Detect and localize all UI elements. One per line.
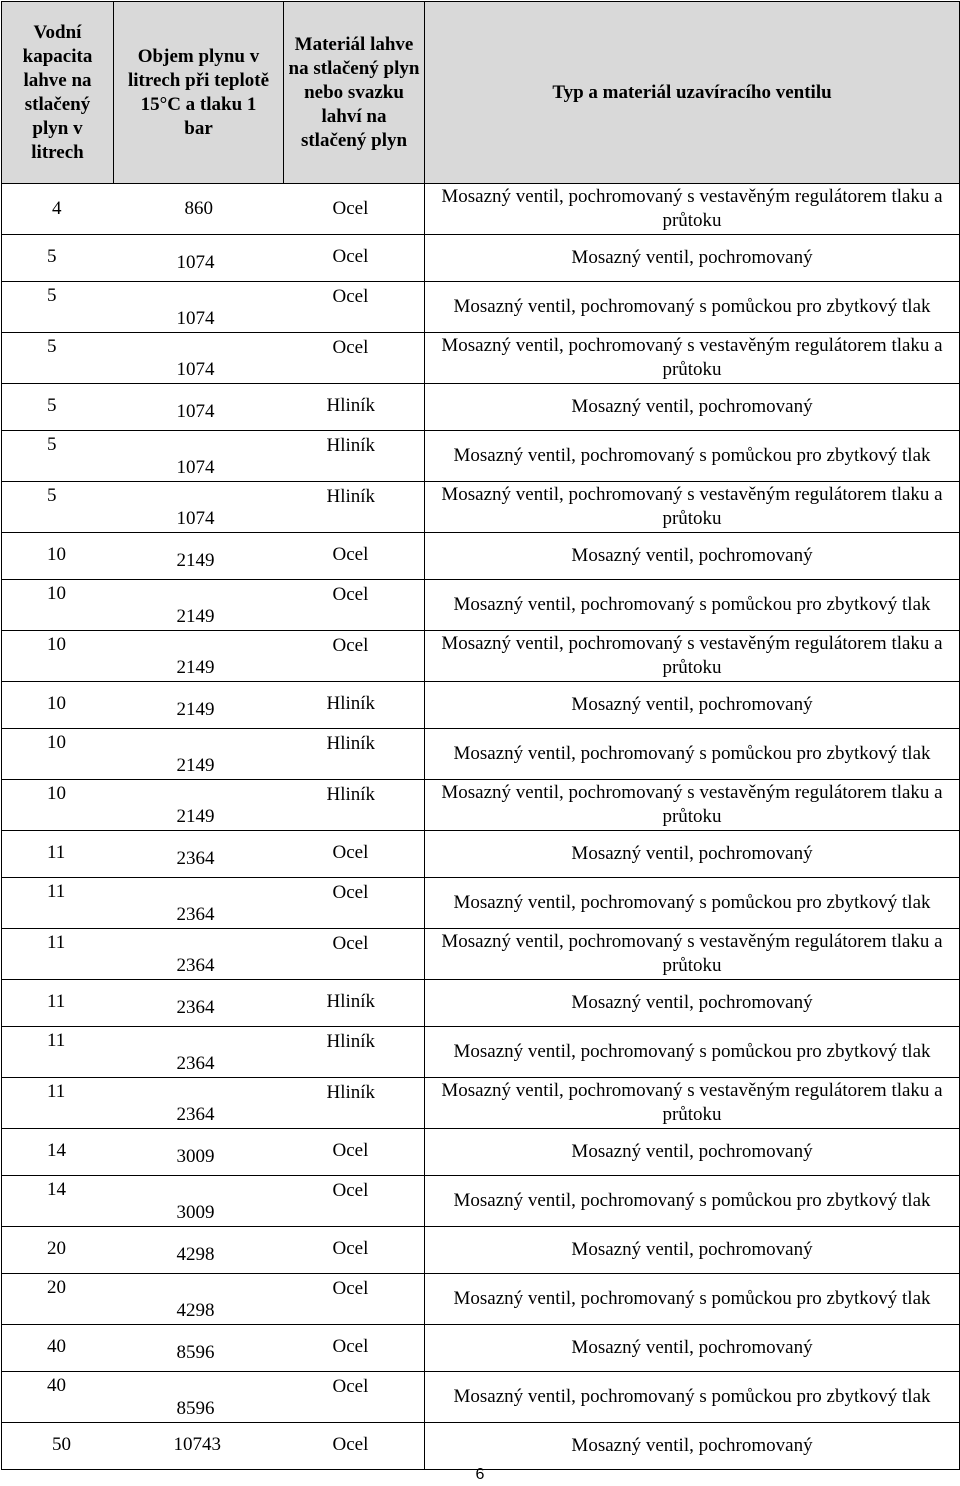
valve-type-text: Mosazný ventil, pochromovaný <box>571 992 813 1013</box>
material-cell <box>284 384 425 431</box>
table-row <box>2 1274 960 1325</box>
material-cell-text: Hliník <box>326 1031 376 1052</box>
gas-volume-cell <box>114 580 284 631</box>
gas-volume-cell-text: 2364 <box>176 1104 215 1125</box>
capacity-cell-text: 5 <box>47 285 57 306</box>
valve-type-text: Mosazný ventil, pochromovaný s pomůckou pro zbytkový tlak <box>453 594 931 615</box>
valve-type-text: Mosazný ventil, pochromovaný s pomůckou pro zbytkový tlak <box>453 1190 931 1211</box>
gas-volume-cell <box>114 282 284 333</box>
capacity-cell <box>2 1274 114 1325</box>
capacity-cell-text: 5 <box>47 485 57 506</box>
material-cell <box>284 631 425 682</box>
material-cell <box>284 282 425 333</box>
valve-type-text: Mosazný ventil, pochromovaný <box>571 1435 813 1456</box>
material-cell <box>284 533 425 580</box>
material-cell-text: Ocel <box>332 1180 369 1201</box>
gas-volume-cell <box>114 1176 284 1227</box>
valve-type-text: Mosazný ventil, pochromovaný s pomůckou pro zbytkový tlak <box>453 296 931 317</box>
valve-type-cell <box>425 1027 960 1078</box>
capacity-cell <box>2 482 114 533</box>
gas-volume-cell-text: 1074 <box>176 308 215 329</box>
capacity-cell <box>2 729 114 780</box>
material-cell-text: Hliník <box>326 693 376 714</box>
valve-type-text: Mosazný ventil, pochromovaný <box>571 1141 813 1162</box>
gas-volume-cell-text: 2149 <box>176 755 215 776</box>
capacity-cell <box>2 631 114 682</box>
valve-type-cell <box>425 1129 960 1176</box>
valve-type-cell <box>425 1227 960 1274</box>
capacity-cell <box>2 333 114 384</box>
gas-volume-cell <box>114 1027 284 1078</box>
gas-volume-cell-text: 1074 <box>176 359 215 380</box>
table-row <box>2 1027 960 1078</box>
material-cell-text: Ocel <box>332 584 369 605</box>
valve-type-cell <box>425 929 960 980</box>
gas-volume-cell-text: 2364 <box>176 904 215 925</box>
valve-type-cell <box>425 1423 960 1470</box>
page-number: 6 <box>475 1466 485 1483</box>
table-row <box>2 482 960 533</box>
capacity-cell <box>2 1227 114 1274</box>
valve-type-cell <box>425 780 960 831</box>
material-cell-text: Ocel <box>332 1238 369 1259</box>
valve-type-cell <box>425 729 960 780</box>
gas-volume-cell <box>114 682 284 729</box>
gas-volume-cell-text: 10743 <box>173 1434 221 1455</box>
valve-type-cell <box>425 1078 960 1129</box>
material-cell-text: Ocel <box>332 286 369 307</box>
header-valve-type: Typ a materiál uzavíracího ventilu <box>425 2 960 184</box>
gas-volume-cell-text: 2149 <box>176 550 215 571</box>
valve-type-text: Mosazný ventil, pochromovaný <box>571 694 813 715</box>
header-material: Materiál lahve na stlačený plyn nebo svazku lahví na stlačený plyn <box>284 2 425 184</box>
material-cell-text: Ocel <box>332 882 369 903</box>
valve-type-text: Mosazný ventil, pochromovaný s pomůckou pro zbytkový tlak <box>453 445 931 466</box>
capacity-cell <box>2 1423 114 1470</box>
gas-volume-cell <box>114 831 284 878</box>
capacity-cell <box>2 831 114 878</box>
gas-volume-cell-text: 2364 <box>176 997 215 1018</box>
gas-volume-cell <box>114 729 284 780</box>
gas-volume-cell <box>114 235 284 282</box>
capacity-cell-text: 14 <box>47 1179 66 1200</box>
gas-volume-cell <box>114 1129 284 1176</box>
table-row <box>2 1176 960 1227</box>
table-row <box>2 431 960 482</box>
valve-type-text: Mosazný ventil, pochromovaný s vestavěným regulátorem tlaku a průtoku <box>441 931 943 976</box>
material-cell <box>284 333 425 384</box>
gas-volume-cell-text: 860 <box>184 198 213 219</box>
table-row <box>2 1129 960 1176</box>
capacity-cell <box>2 533 114 580</box>
capacity-cell-text: 14 <box>47 1140 66 1161</box>
material-cell <box>284 980 425 1027</box>
capacity-cell-text: 11 <box>47 932 66 953</box>
capacity-cell-text: 11 <box>47 1081 66 1102</box>
valve-type-text: Mosazný ventil, pochromovaný <box>571 1239 813 1260</box>
material-cell-text: Ocel <box>332 635 369 656</box>
table-row <box>2 682 960 729</box>
capacity-cell <box>2 384 114 431</box>
valve-type-text: Mosazný ventil, pochromovaný <box>571 1337 813 1358</box>
gas-volume-cell <box>114 1274 284 1325</box>
gas-volume-cell <box>114 878 284 929</box>
capacity-cell-text: 5 <box>47 434 57 455</box>
table-row <box>2 780 960 831</box>
gas-volume-cell <box>114 980 284 1027</box>
capacity-cell <box>2 580 114 631</box>
table-row <box>2 729 960 780</box>
gas-volume-cell-text: 2149 <box>176 657 215 678</box>
material-cell <box>284 1325 425 1372</box>
gas-volume-cell-text: 1074 <box>176 457 215 478</box>
valve-type-text: Mosazný ventil, pochromovaný s vestavěným regulátorem tlaku a průtoku <box>441 633 943 678</box>
material-cell <box>284 1372 425 1423</box>
capacity-cell-text: 5 <box>47 395 57 416</box>
table-row <box>2 980 960 1027</box>
valve-type-cell <box>425 831 960 878</box>
material-cell <box>284 1227 425 1274</box>
valve-type-text: Mosazný ventil, pochromovaný s vestavěným regulátorem tlaku a průtoku <box>441 186 943 231</box>
gas-volume-cell <box>114 1372 284 1423</box>
gas-volume-cell <box>114 1227 284 1274</box>
table-row <box>2 235 960 282</box>
gas-volume-cell-text: 8596 <box>176 1342 215 1363</box>
valve-type-cell <box>425 580 960 631</box>
capacity-cell-text: 40 <box>47 1375 66 1396</box>
valve-type-text: Mosazný ventil, pochromovaný <box>571 247 813 268</box>
material-cell-text: Ocel <box>332 544 369 565</box>
valve-type-cell <box>425 1274 960 1325</box>
valve-type-cell <box>425 384 960 431</box>
gas-volume-cell <box>114 1078 284 1129</box>
gas-volume-cell <box>114 1325 284 1372</box>
capacity-cell-text: 11 <box>47 881 66 902</box>
material-cell-text: Hliník <box>326 733 376 754</box>
capacity-cell <box>2 780 114 831</box>
valve-type-text: Mosazný ventil, pochromovaný s vestavěným regulátorem tlaku a průtoku <box>441 484 943 529</box>
capacity-cell <box>2 682 114 729</box>
gas-volume-cell <box>114 333 284 384</box>
capacity-cell <box>2 1078 114 1129</box>
capacity-cell-text: 20 <box>47 1238 66 1259</box>
capacity-cell-text: 40 <box>47 1336 66 1357</box>
table-row <box>2 1423 960 1470</box>
material-cell-text: Ocel <box>332 933 369 954</box>
capacity-cell-text: 10 <box>47 583 66 604</box>
material-cell-text: Ocel <box>332 246 369 267</box>
valve-type-cell <box>425 184 960 235</box>
material-cell <box>284 184 425 235</box>
gas-volume-cell-text: 2149 <box>176 699 215 720</box>
material-cell-text: Hliník <box>326 784 376 805</box>
valve-type-cell <box>425 431 960 482</box>
material-cell-text: Ocel <box>332 1336 369 1357</box>
gas-volume-cell-text: 2364 <box>176 955 215 976</box>
valve-type-text: Mosazný ventil, pochromovaný s vestavěným regulátorem tlaku a průtoku <box>441 1080 943 1125</box>
gas-volume-cell-text: 8596 <box>176 1398 215 1419</box>
capacity-cell-text: 10 <box>47 783 66 804</box>
table-row <box>2 384 960 431</box>
material-cell-text: Hliník <box>326 435 376 456</box>
material-cell <box>284 878 425 929</box>
table-row <box>2 1325 960 1372</box>
valve-type-text: Mosazný ventil, pochromovaný <box>571 545 813 566</box>
valve-type-text: Mosazný ventil, pochromovaný s pomůckou pro zbytkový tlak <box>453 1041 931 1062</box>
material-cell-text: Hliník <box>326 395 376 416</box>
material-cell-text: Ocel <box>332 842 369 863</box>
material-cell-text: Ocel <box>332 1278 369 1299</box>
gas-cylinder-table <box>1 1 960 1470</box>
valve-type-text: Mosazný ventil, pochromovaný s vestavěným regulátorem tlaku a průtoku <box>441 782 943 827</box>
capacity-cell-text: 11 <box>47 842 66 863</box>
header-capacity: Vodní kapacita lahve na stlačený plyn v litrech <box>2 2 114 184</box>
capacity-cell <box>2 980 114 1027</box>
capacity-cell-text: 11 <box>47 991 66 1012</box>
table-row <box>2 831 960 878</box>
capacity-cell <box>2 1129 114 1176</box>
valve-type-text: Mosazný ventil, pochromovaný s pomůckou pro zbytkový tlak <box>453 743 931 764</box>
material-cell <box>284 235 425 282</box>
material-cell <box>284 580 425 631</box>
material-cell <box>284 1129 425 1176</box>
valve-type-cell <box>425 533 960 580</box>
material-cell-text: Ocel <box>332 1376 369 1397</box>
valve-type-cell <box>425 333 960 384</box>
capacity-cell <box>2 878 114 929</box>
valve-type-cell <box>425 1372 960 1423</box>
table-row <box>2 878 960 929</box>
table-row <box>2 533 960 580</box>
capacity-cell <box>2 1027 114 1078</box>
capacity-cell <box>2 431 114 482</box>
capacity-cell <box>2 235 114 282</box>
material-cell <box>284 1176 425 1227</box>
capacity-cell <box>2 1372 114 1423</box>
valve-type-text: Mosazný ventil, pochromovaný s pomůckou pro zbytkový tlak <box>453 1288 931 1309</box>
material-cell-text: Ocel <box>332 1140 369 1161</box>
material-cell <box>284 780 425 831</box>
table-row <box>2 1227 960 1274</box>
gas-volume-cell-text: 1074 <box>176 252 215 273</box>
material-cell <box>284 831 425 878</box>
valve-type-cell <box>425 682 960 729</box>
gas-volume-cell-text: 2149 <box>176 606 215 627</box>
material-cell-text: Hliník <box>326 991 376 1012</box>
material-cell-text: Hliník <box>326 1082 376 1103</box>
valve-type-cell <box>425 1176 960 1227</box>
capacity-cell-text: 11 <box>47 1030 66 1051</box>
gas-volume-cell-text: 2149 <box>176 806 215 827</box>
material-cell <box>284 482 425 533</box>
gas-volume-cell-text: 3009 <box>176 1146 215 1167</box>
material-cell-text: Hliník <box>326 486 376 507</box>
gas-volume-cell <box>114 780 284 831</box>
capacity-cell <box>2 1176 114 1227</box>
capacity-cell <box>2 184 114 235</box>
gas-volume-cell <box>114 431 284 482</box>
valve-type-text: Mosazný ventil, pochromovaný s pomůckou pro zbytkový tlak <box>453 1386 931 1407</box>
valve-type-cell <box>425 282 960 333</box>
material-cell-text: Ocel <box>332 1434 369 1455</box>
material-cell <box>284 682 425 729</box>
capacity-cell-text: 5 <box>47 246 57 267</box>
valve-type-text: Mosazný ventil, pochromovaný s pomůckou pro zbytkový tlak <box>453 892 931 913</box>
material-cell <box>284 431 425 482</box>
gas-volume-cell <box>114 929 284 980</box>
capacity-cell-text: 4 <box>52 198 62 219</box>
capacity-cell <box>2 282 114 333</box>
table-row <box>2 1372 960 1423</box>
capacity-cell-text: 10 <box>47 732 66 753</box>
capacity-cell-text: 10 <box>47 544 66 565</box>
material-cell <box>284 1423 425 1470</box>
capacity-cell-text: 10 <box>47 693 66 714</box>
material-cell <box>284 929 425 980</box>
header-gas-volume: Objem plynu v litrech při teplotě 15°C a tlaku 1 bar <box>114 2 284 184</box>
material-cell-text: Ocel <box>332 198 369 219</box>
table-row <box>2 333 960 384</box>
gas-volume-cell-text: 4298 <box>176 1244 215 1265</box>
material-cell-text: Ocel <box>332 337 369 358</box>
capacity-cell-text: 50 <box>52 1434 71 1455</box>
gas-volume-cell-text: 1074 <box>176 401 215 422</box>
material-cell <box>284 1078 425 1129</box>
gas-volume-cell <box>114 1423 284 1470</box>
gas-volume-cell-text: 3009 <box>176 1202 215 1223</box>
table-row <box>2 631 960 682</box>
capacity-cell <box>2 1325 114 1372</box>
capacity-cell-text: 10 <box>47 634 66 655</box>
gas-volume-cell <box>114 533 284 580</box>
valve-type-cell <box>425 878 960 929</box>
valve-type-cell <box>425 235 960 282</box>
table-header-row <box>2 2 960 184</box>
capacity-cell-text: 20 <box>47 1277 66 1298</box>
capacity-cell-text: 5 <box>47 336 57 357</box>
gas-volume-cell <box>114 384 284 431</box>
capacity-cell <box>2 929 114 980</box>
gas-volume-cell-text: 1074 <box>176 508 215 529</box>
table-row <box>2 580 960 631</box>
material-cell <box>284 729 425 780</box>
gas-volume-cell-text: 2364 <box>176 1053 215 1074</box>
gas-volume-cell-text: 4298 <box>176 1300 215 1321</box>
valve-type-text: Mosazný ventil, pochromovaný <box>571 396 813 417</box>
gas-volume-cell <box>114 631 284 682</box>
table-row <box>2 282 960 333</box>
gas-volume-cell <box>114 184 284 235</box>
valve-type-text: Mosazný ventil, pochromovaný s vestavěným regulátorem tlaku a průtoku <box>441 335 943 380</box>
gas-volume-cell <box>114 482 284 533</box>
gas-volume-cell-text: 2364 <box>176 848 215 869</box>
valve-type-cell <box>425 980 960 1027</box>
table-row <box>2 1078 960 1129</box>
valve-type-text: Mosazný ventil, pochromovaný <box>571 843 813 864</box>
valve-type-cell <box>425 631 960 682</box>
valve-type-cell <box>425 482 960 533</box>
table-row <box>2 929 960 980</box>
table-row <box>2 184 960 235</box>
material-cell <box>284 1027 425 1078</box>
valve-type-cell <box>425 1325 960 1372</box>
material-cell <box>284 1274 425 1325</box>
